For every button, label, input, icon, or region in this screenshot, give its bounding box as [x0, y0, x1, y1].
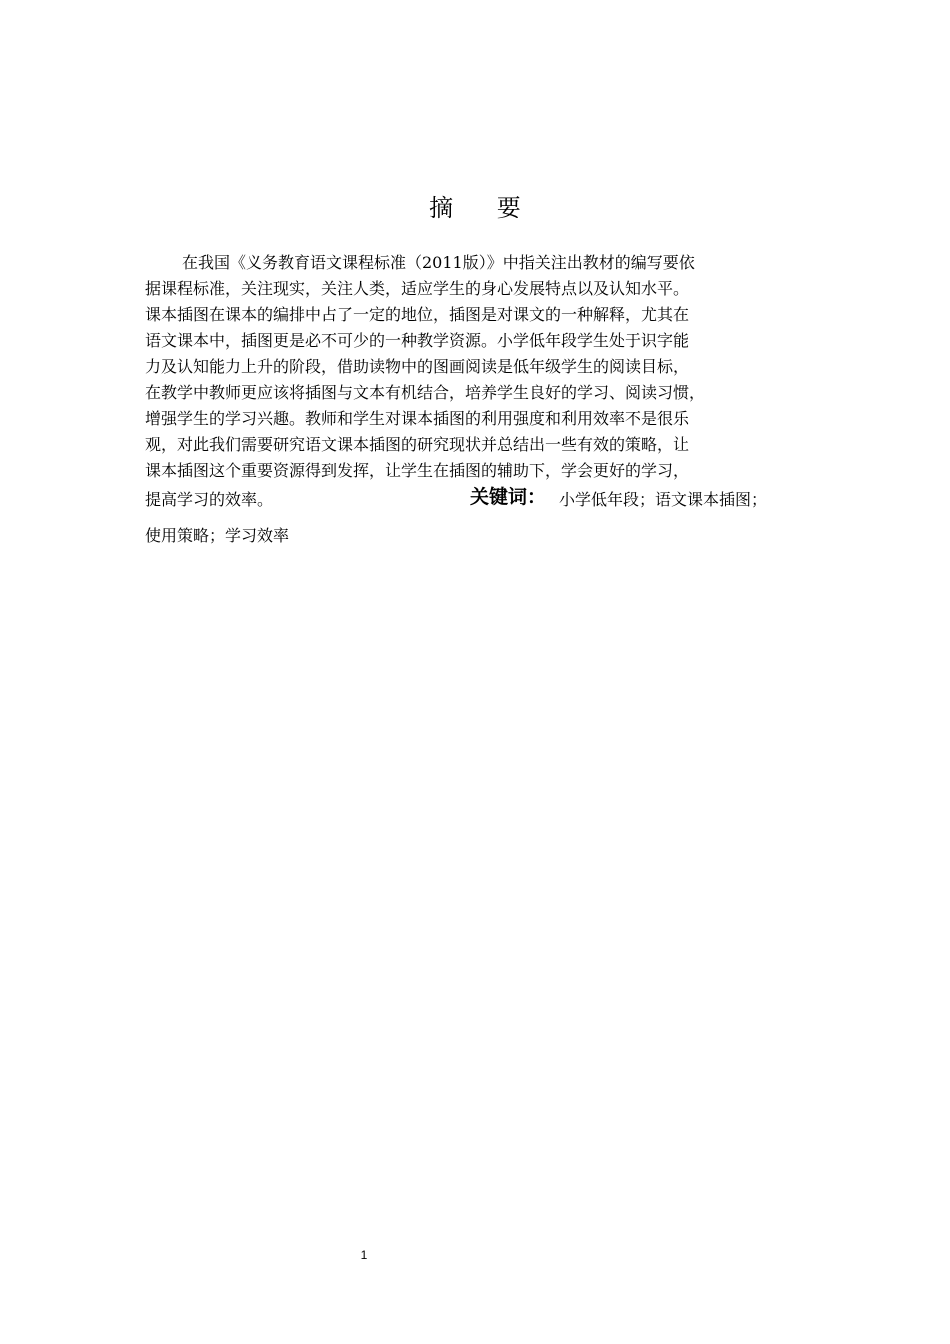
abstract-line: 语文课本中，插图更是必不可少的一种教学资源。小学低年段学生处于识字能	[145, 331, 690, 350]
abstract-line: 课本插图这个重要资源得到发挥，让学生在插图的辅助下，学会更好的学习，	[145, 461, 690, 480]
abstract-last-line: 提高学习的效率。	[145, 490, 274, 509]
abstract-line: 力及认知能力上升的阶段，借助读物中的图画阅读是低年级学生的阅读目标，	[145, 357, 690, 376]
keywords-continuation: 使用策略；学习效率	[145, 526, 290, 545]
abstract-line: 据课程标准，关注现实，关注人类，适应学生的身心发展特点以及认知水平。	[145, 279, 690, 298]
abstract-line: 增强学生的学习兴趣。教师和学生对课本插图的利用强度和利用效率不是很乐	[145, 409, 690, 428]
abstract-line: 观，对此我们需要研究语文课本插图的研究现状并总结出一些有效的策略，让	[145, 435, 690, 454]
keywords-label: 关键词：	[470, 486, 547, 508]
page-title: 摘 要	[429, 194, 539, 223]
abstract-line: 在我国《义务教育语文课程标准（2011版）》中指关注出教材的编写要依	[182, 253, 695, 272]
keywords-row	[145, 487, 805, 513]
abstract-body	[145, 250, 805, 484]
abstract-line: 在教学中教师更应该将插图与文本有机结合，培养学生良好的学习、阅读习惯，	[145, 383, 706, 402]
keywords-values: 小学低年段；语文课本插图；	[559, 490, 768, 509]
page-number: 1	[360, 1248, 368, 1262]
abstract-line: 课本插图在课本的编排中占了一定的地位，插图是对课文的一种解释，尤其在	[145, 305, 690, 324]
